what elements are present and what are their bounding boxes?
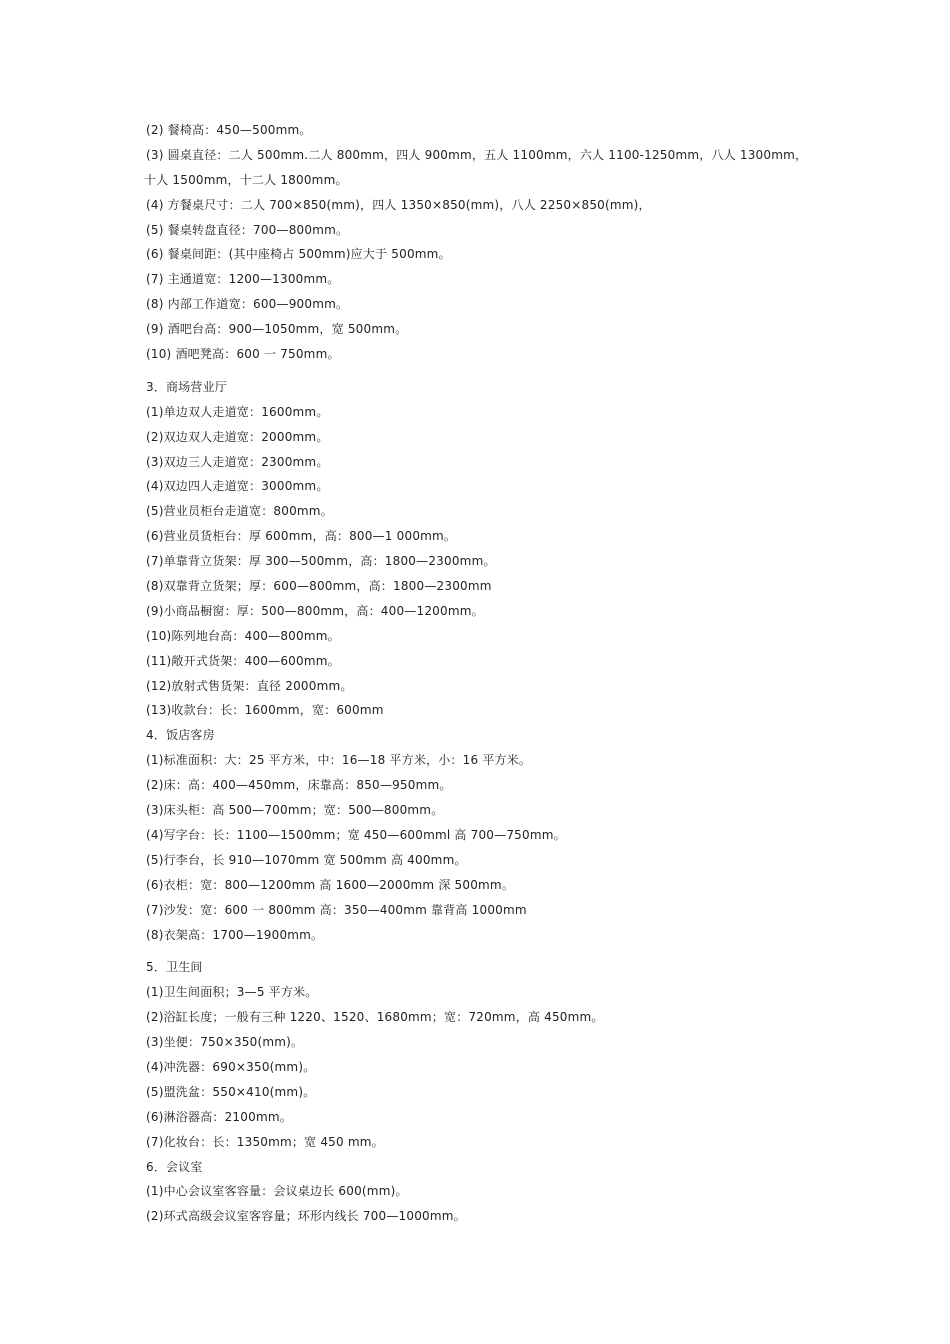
text-line: (5)营业员柜台走道宽：800mm。 <box>146 504 333 519</box>
section-heading: 6．会议室 <box>146 1159 203 1174</box>
text-line: (9)小商品橱窗：厚：500—800mm，高：400—1200mm。 <box>146 603 484 618</box>
text-line: (12)放射式售货架：直径 2000mm。 <box>146 678 353 693</box>
section-heading: 5．卫生间 <box>146 960 203 975</box>
text-line: (2)双边双人走道宽：2000mm。 <box>146 429 329 444</box>
text-line: (6)营业员货柜台：厚 600mm，高：800—1 000mm。 <box>146 529 457 544</box>
text-line: (7) 主通道宽：1200—1300mm。 <box>146 272 340 287</box>
text-line: 十人 1500mm，十二人 1800mm。 <box>144 172 348 187</box>
text-line: (11)敞开式货架：400—600mm。 <box>146 653 340 668</box>
text-line: (4) 方餐桌尺寸：二人 700×850(mm)，四人 1350×850(mm)，八人 2250×850(mm)， <box>146 197 651 212</box>
text-line: (10)陈列地台高：400—800mm。 <box>146 628 340 643</box>
text-line: (2)床：高：400—450mm，床靠高：850—950mm。 <box>146 778 452 793</box>
text-line: (5) 餐桌转盘直径：700—800mm。 <box>146 222 349 237</box>
text-line: (1)标准面积：大：25 平方米，中：16—18 平方米，小：16 平方米。 <box>146 753 532 768</box>
text-line: (6) 餐桌间距：(其中座椅占 500mm)应大于 500mm。 <box>146 247 451 262</box>
text-line: (4)双边四人走道宽：3000mm。 <box>146 479 329 494</box>
text-line: (7)化妆台：长：1350mm；宽 450 mm。 <box>146 1134 384 1149</box>
text-line: (3)坐便：750×350(mm)。 <box>146 1035 304 1050</box>
text-line: (1)中心会议室客容量：会议桌边长 600(mm)。 <box>146 1184 408 1199</box>
text-line: (6)淋浴器高：2100mm。 <box>146 1109 292 1124</box>
section-heading: 3．商场营业厅 <box>146 379 228 394</box>
text-line: (7)沙发：宽：600 一 800mm 高：350—400mm 靠背高 1000mm <box>146 902 527 917</box>
text-line: (2) 餐椅高：450—500mm。 <box>146 123 312 137</box>
text-line: (4)写字台：长：1100—1500mm；宽 450—600mml 高 700—750mm。 <box>146 827 566 842</box>
text-line: (3)双边三人走道宽：2300mm。 <box>146 454 329 469</box>
text-line: (6)衣柜：宽：800—1200mm 高 1600—2000mm 深 500mm。 <box>146 877 515 892</box>
text-line: (1)卫生间面积；3—5 平方米。 <box>146 985 318 1000</box>
text-line: (8)衣架高：1700—1900mm。 <box>146 927 324 942</box>
text-line: (10) 酒吧凳高：600 一 750mm。 <box>146 347 340 362</box>
text-line: (5)行李台，长 910—1070mm 宽 500mm 高 400mm。 <box>146 852 467 867</box>
text-line: (2)浴缸长度；一般有三种 1220、1520、1680mm；宽：720mm，高 450mm。 <box>146 1010 604 1025</box>
text-line: (8)双靠背立货架；厚：600—800mm，高：1800—2300mm <box>146 579 492 594</box>
text-line: (4)冲洗器：690×350(mm)。 <box>146 1059 316 1074</box>
section-heading: 4．饭店客房 <box>146 728 215 743</box>
document-body <box>146 118 826 1229</box>
text-line: (7)单靠背立货架：厚 300—500mm，高：1800—2300mm。 <box>146 554 496 569</box>
text-line: (3)床头柜：高 500—700mm；宽：500—800mm。 <box>146 803 444 818</box>
text-line: (1)单边双人走道宽：1600mm。 <box>146 404 329 419</box>
text-line: (5)盟洗盆：550×410(mm)。 <box>146 1084 316 1099</box>
text-line: (3) 圆桌直径：二人 500mm.二人 800mm，四人 900mm，五人 1100mm，六人 1100-1250mm，八人 1300mm， <box>146 147 808 162</box>
text-line: (2)环式高级会议室客容量；环形内线长 700—1000mm。 <box>146 1209 466 1224</box>
text-line: (9) 酒吧台高：900—1050mm，宽 500mm。 <box>146 322 408 337</box>
text-line: (8) 内部工作道宽：600—900mm。 <box>146 297 349 312</box>
text-line: (13)收款台：长：1600mm，宽：600mm <box>146 703 384 718</box>
